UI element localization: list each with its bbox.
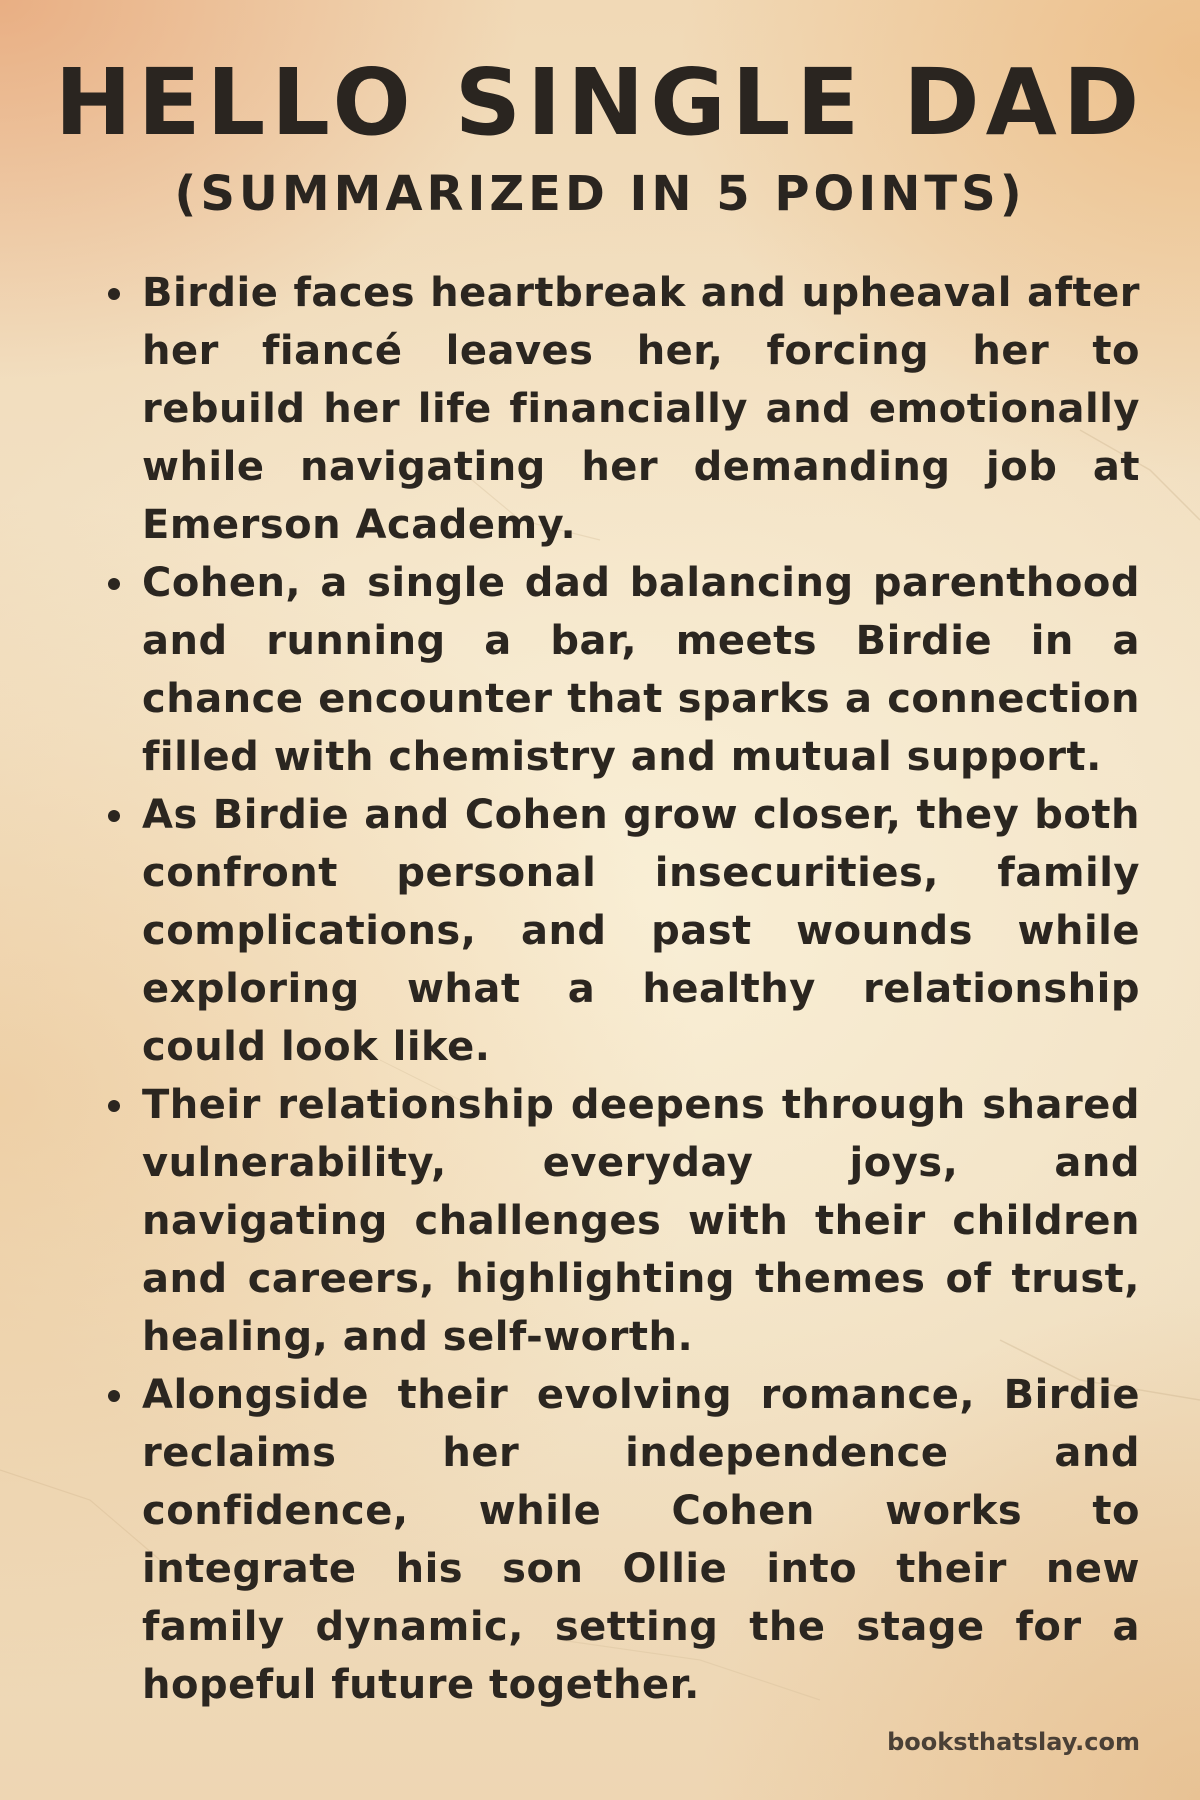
summary-point-3 — [100, 786, 1140, 1076]
summary-point-5 — [100, 1366, 1140, 1714]
summary-point-4 — [100, 1076, 1140, 1366]
bullet-icon — [108, 1100, 120, 1112]
summary-point-2 — [100, 554, 1140, 786]
summary-point-text: Birdie faces heartbreak and upheaval after her fiancé leaves her, forcing her to rebuild her life financially and emotionally while navigating her demanding job at Emerson Academy. — [142, 270, 1140, 548]
summary-point-text: As Birdie and Cohen grow closer, they both confront personal insecurities, family complications, and past wounds while exploring what a healthy relationship could look like. — [142, 792, 1140, 1070]
summary-point-text: Cohen, a single dad balancing parenthood and running a bar, meets Birdie in a chance encounter that sparks a connection filled with chemistry and mutual support. — [142, 560, 1140, 780]
bullet-icon — [108, 578, 120, 590]
bullet-icon — [108, 288, 120, 300]
bullet-icon — [108, 1390, 120, 1402]
bullet-icon — [108, 810, 120, 822]
page-subtitle: (SUMMARIZED IN 5 POINTS) — [174, 166, 1026, 222]
summary-point-1 — [100, 264, 1140, 554]
summary-point-text: Their relationship deepens through shared vulnerability, everyday joys, and navigating challenges with their children and careers, highlighting themes of trust, healing, and self-worth. — [142, 1082, 1140, 1360]
page-title: HELLO SINGLE DAD — [54, 49, 1146, 156]
footer-site-link[interactable]: booksthatslay.com — [887, 1728, 1140, 1756]
summary-points-list — [100, 264, 1140, 1714]
summary-point-text: Alongside their evolving romance, Birdie reclaims her independence and confidence, while Cohen works to integrate his son Ollie into their new family dynamic, setting the stage for a hopeful future together. — [142, 1372, 1140, 1708]
